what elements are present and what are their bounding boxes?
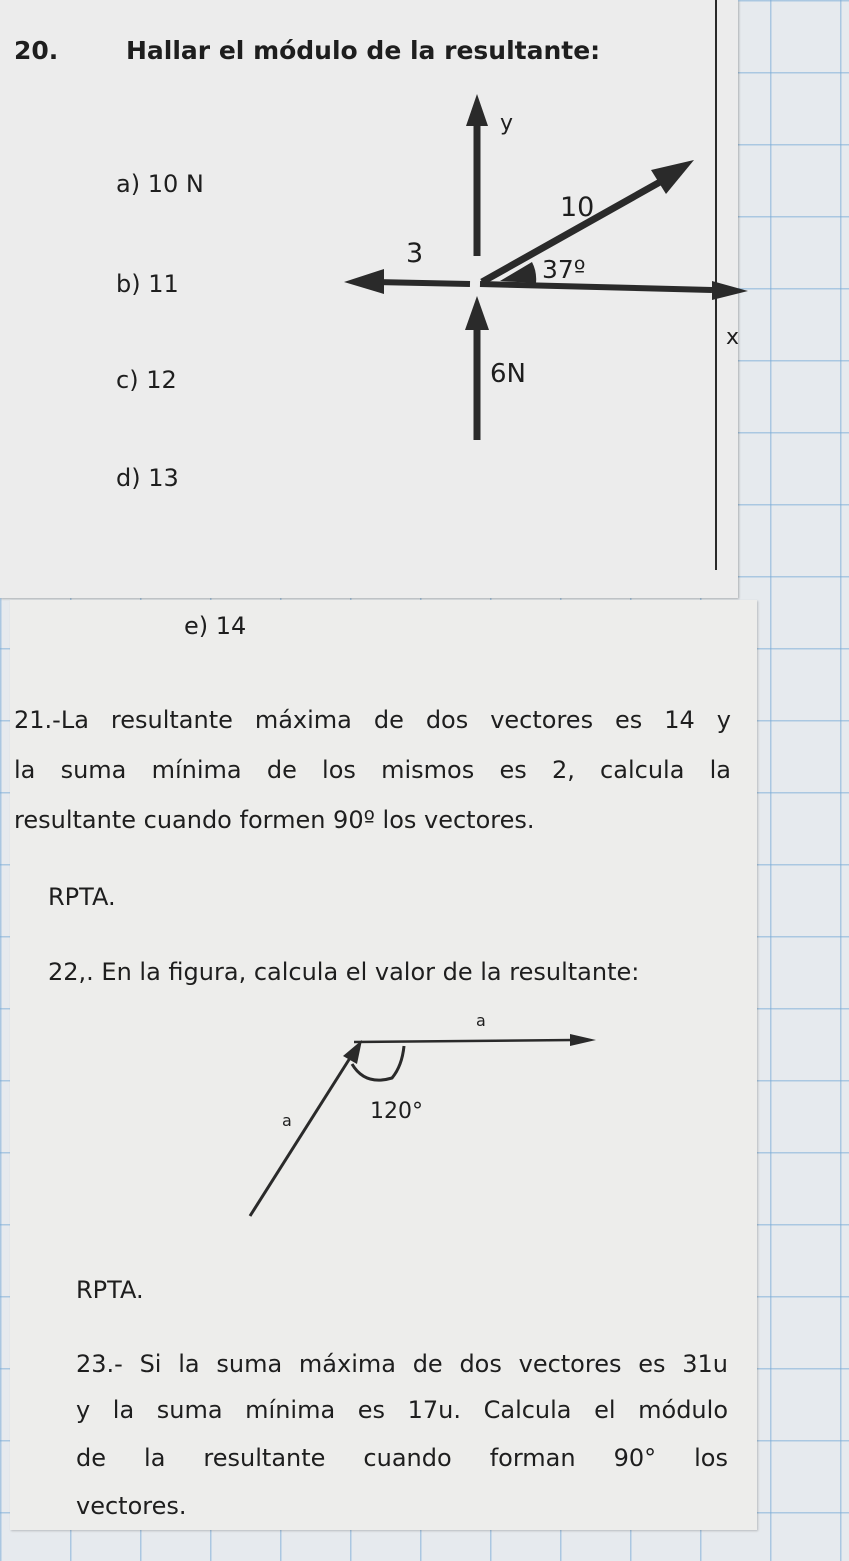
option-a: a) 10 N (116, 170, 204, 198)
problem-22-title: 22,. En la figura, calcula el valor de la resultante: (48, 958, 640, 986)
problem-20-number: 20. (14, 36, 59, 65)
problem-20-title: Hallar el módulo de la resultante: (126, 36, 601, 65)
problem-22-answer-label: RPTA. (76, 1276, 144, 1304)
vector-10-label: 10 (560, 192, 595, 223)
problem-23-line-2: y la suma mínima es 17u. Calcula el módulo (76, 1396, 728, 1424)
problem-21-answer-label: RPTA. (48, 883, 116, 911)
angle-120-label: 120° (370, 1099, 423, 1124)
slanted-vector-line (250, 1058, 350, 1216)
angle-120-arc (352, 1046, 404, 1080)
vector-3-label: 3 (406, 238, 424, 269)
problem-21-line-2: la suma mínima de los mismos es 2, calcula la (14, 756, 731, 784)
option-e: e) 14 (184, 612, 247, 640)
problem-23-line-4: vectores. (76, 1492, 187, 1520)
top-vector-label: a (476, 1011, 486, 1030)
problem-21-line-1: 21.-La resultante máxima de dos vectores es 14 y (14, 706, 731, 734)
problem-21-line-3: resultante cuando formen 90º los vectores. (14, 806, 535, 834)
x-axis-label: x (726, 325, 740, 350)
option-d: d) 13 (116, 464, 179, 492)
problem-23-line-3: de la resultante cuando forman 90° los (76, 1444, 728, 1472)
option-b: b) 11 (116, 270, 179, 298)
slanted-vector-label: a (282, 1111, 292, 1130)
y-axis-label: y (500, 111, 514, 136)
angle-37-label: 37º (542, 255, 586, 284)
vector-6n-label: 6N (490, 359, 526, 389)
option-c: c) 12 (116, 366, 177, 394)
top-vector-line (354, 1040, 574, 1042)
problem-23-line-1: 23.- Si la suma máxima de dos vectores es 31u (76, 1350, 728, 1378)
slanted-vector-arrowhead (343, 1040, 362, 1064)
top-vector-arrowhead (570, 1034, 596, 1046)
